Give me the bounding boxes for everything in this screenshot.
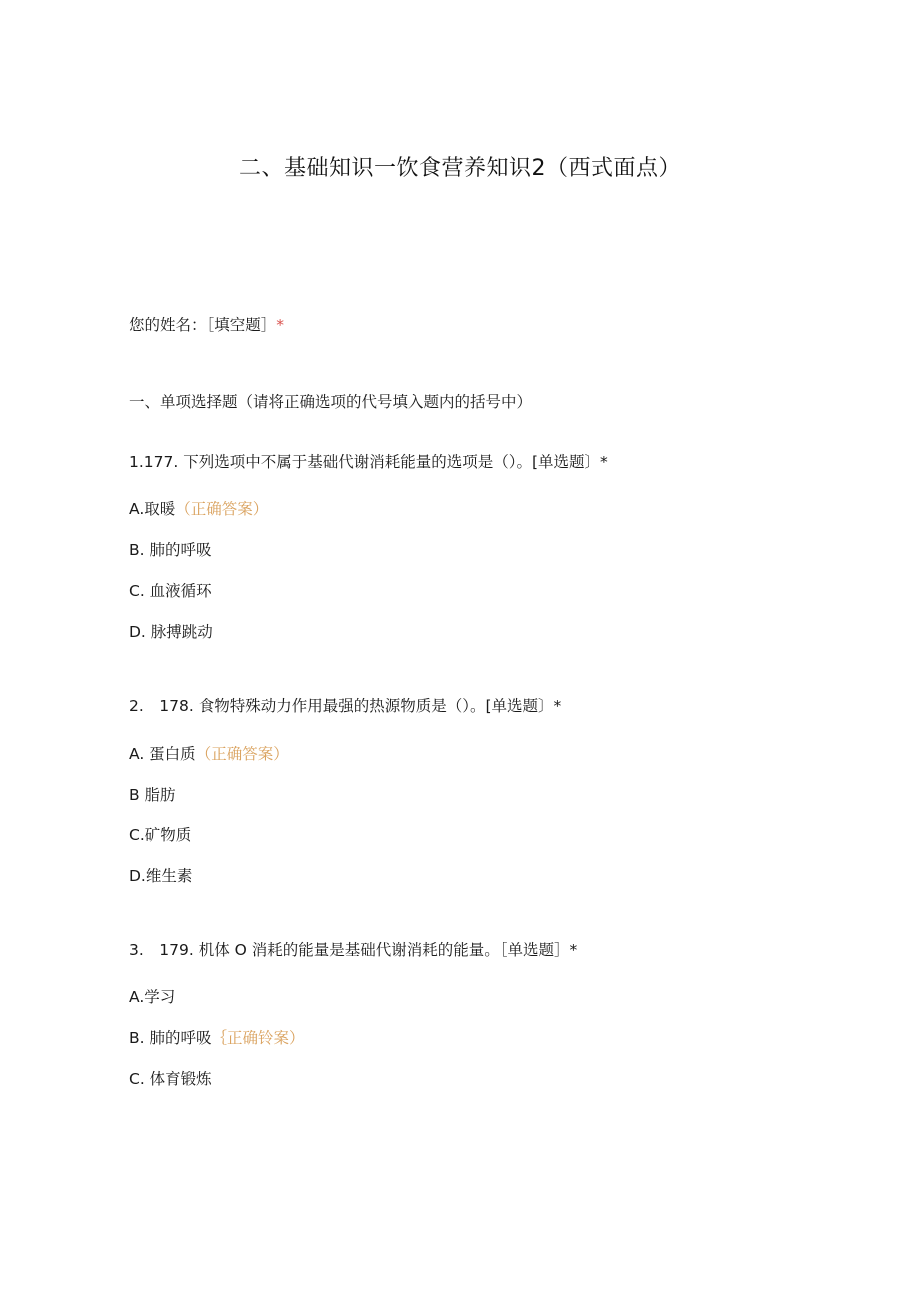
correct-answer-mark: ｛正确铃案） (211, 1029, 305, 1047)
required-mark: * (276, 316, 285, 334)
option-label: C.矿物质 (129, 826, 192, 844)
option-label: A.取暖 (129, 500, 176, 518)
question-1-option-d[interactable] (129, 621, 213, 643)
question-1-option-a[interactable] (129, 498, 268, 520)
option-label: B. 肺的呼吸 (129, 1029, 212, 1047)
question-2-option-c[interactable] (129, 824, 191, 846)
question-1-option-b[interactable] (129, 539, 212, 561)
option-label: C. 血液循环 (129, 582, 212, 600)
question-2-text: 2. 178. 食物特殊动力作用最强的热源物质是（）。[单选题〕* (129, 697, 562, 715)
option-label: B. 肺的呼吸 (129, 541, 212, 559)
option-label: D.维生素 (129, 867, 193, 885)
section-heading: 一、单项选择题（请将正确选项的代号填入题内的括号中） (129, 393, 533, 411)
option-label: A. 蛋白质 (129, 745, 196, 763)
correct-answer-mark: （正确答案） (195, 745, 289, 763)
question-1-option-c[interactable] (129, 580, 212, 602)
question-1-text: 1.177. 下列选项中不属于基础代谢消耗能量的选项是（）。[单选题〕* (129, 453, 608, 471)
question-3-option-c[interactable] (129, 1068, 212, 1090)
question-3-option-b[interactable] (129, 1027, 305, 1049)
name-field-label: 您的姓名：［填空题］ (129, 316, 277, 334)
question-2-option-b[interactable] (129, 784, 176, 806)
correct-answer-mark: （正确答案） (175, 500, 269, 518)
option-label: C. 体育锻炼 (129, 1070, 212, 1088)
option-label: B 脂肪 (129, 786, 176, 804)
option-label: D. 脉搏跳动 (129, 623, 213, 641)
question-2-option-a[interactable] (129, 743, 289, 765)
option-label: A.学习 (129, 988, 176, 1006)
question-3-text: 3. 179. 机体 O 消耗的能量是基础代谢消耗的能量。［单选题］* (129, 941, 578, 959)
name-field-question[interactable] (129, 314, 284, 336)
question-2-option-d[interactable] (129, 865, 192, 887)
question-3-option-a[interactable] (129, 986, 175, 1008)
document-title: 二、基础知识一饮食营养知识2（西式面点） (239, 156, 681, 181)
